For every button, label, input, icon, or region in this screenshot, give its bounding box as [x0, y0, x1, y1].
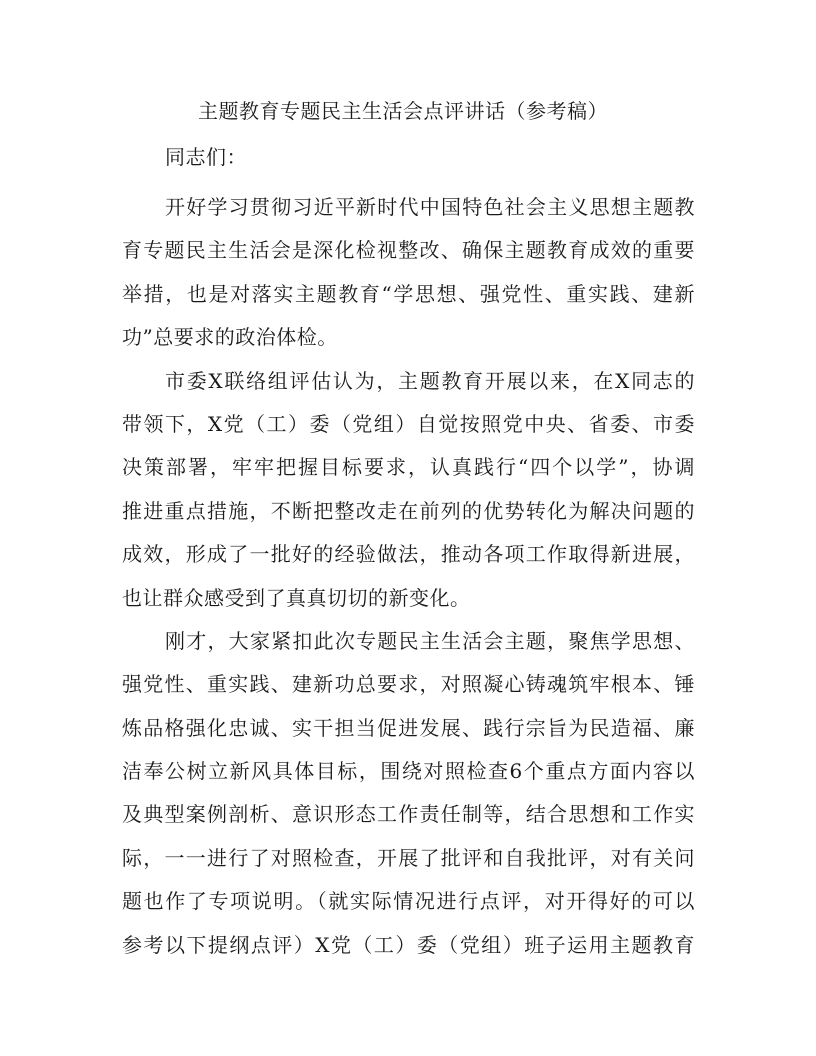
text-line: 及典型案例剖析、意识形态工作责任制等，结合思想和工作实: [122, 802, 695, 827]
document-body: [122, 186, 695, 967]
salutation: 同志们：: [165, 145, 247, 169]
text-line: 也让群众感受到了真真切切的新变化。: [122, 585, 471, 610]
text-line: 推进重点措施，不断把整改走在前列的优势转化为解决问题的: [122, 498, 695, 523]
text-line: 市委X联络组评估认为，主题教育开展以来，在X同志的: [165, 368, 695, 393]
text-line: 题也作了专项说明。（就实际情况进行点评，对开得好的可以: [122, 889, 695, 914]
text-line: 强党性、重实践、建新功总要求，对照凝心铸魂筑牢根本、锤: [122, 672, 695, 697]
text-line: 开好学习贯彻习近平新时代中国特色社会主义思想主题教: [165, 195, 695, 219]
paragraph-1: [122, 186, 695, 360]
text-line: 炼品格强化忠诚、实干担当促进发展、践行宗旨为民造福、廉: [122, 715, 695, 740]
text-line: 刚才，大家紧扣此次专题民主生活会主题，聚焦学思想、: [165, 628, 695, 653]
text-line: 带领下，X党（工）委（党组）自觉按照党中央、省委、市委: [122, 411, 695, 436]
text-line: 举措，也是对落实主题教育“学思想、强党性、重实践、建新: [122, 281, 695, 306]
paragraph-3: [122, 620, 695, 967]
text-line: 成效，形成了一批好的经验做法，推动各项工作取得新进展，: [122, 542, 695, 567]
text-line: 育专题民主生活会是深化检视整改、确保主题教育成效的重要: [122, 238, 695, 263]
text-line: 参考以下提纲点评）X党（工）委（党组）班子运用主题教育: [122, 932, 695, 957]
paragraph-2: [122, 360, 695, 620]
document-title: 主题教育专题民主生活会点评讲话（参考稿）: [198, 99, 608, 123]
text-line: 功”总要求的政治体检。: [122, 325, 338, 350]
text-line: 决策部署，牢牢把握目标要求，认真践行“四个以学”，协调: [122, 455, 695, 480]
text-line: 洁奉公树立新风具体目标，围绕对照检查6个重点方面内容以: [122, 759, 695, 784]
text-line: 际，一一进行了对照检查，开展了批评和自我批评，对有关问: [122, 845, 695, 870]
